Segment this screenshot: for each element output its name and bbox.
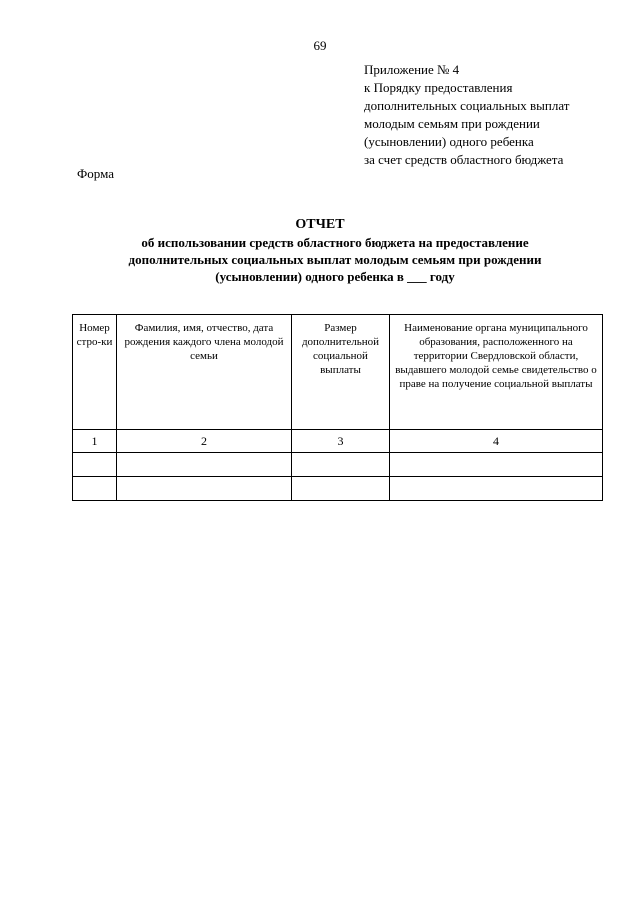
appendix-line: Приложение № 4 — [364, 62, 460, 77]
report-title: ОТЧЕТ — [295, 217, 345, 232]
table-row-column-numbers — [73, 430, 603, 453]
table-cell — [73, 453, 117, 477]
table-cell — [390, 453, 603, 477]
form-label: Форма — [77, 166, 114, 181]
table-cell — [117, 477, 292, 501]
column-number-cell: 2 — [117, 430, 292, 453]
table-cell — [292, 477, 390, 501]
header-issuing-authority: Наименование органа муниципального образования, расположенного на территории Свердловской области, выдавшего молодой семье свидетельство о праве на получение социальной выплаты — [390, 315, 603, 430]
report-subtitle — [90, 234, 580, 285]
table-row — [73, 453, 603, 477]
report-subtitle-line: дополнительных социальных выплат молодым семьям при рождении — [128, 252, 542, 267]
report-subtitle-line: (усыновлении) одного ребенка в ___ году — [215, 269, 455, 284]
header-payment-amount: Размер дополнительной социальной выплаты — [292, 315, 390, 430]
table-header-row — [73, 315, 603, 430]
column-number-cell: 1 — [73, 430, 117, 453]
table-row — [73, 477, 603, 501]
appendix-line: молодым семьям при рождении — [364, 116, 540, 131]
table-cell — [390, 477, 603, 501]
report-subtitle-line: об использовании средств областного бюджета на предоставление — [141, 235, 529, 250]
page-number: 69 — [313, 38, 327, 53]
appendix-line: дополнительных социальных выплат — [364, 98, 570, 113]
appendix-line: за счет средств областного бюджета — [364, 152, 564, 167]
column-number-cell: 4 — [390, 430, 603, 453]
table-cell — [73, 477, 117, 501]
appendix-line: (усыновлении) одного ребенка — [364, 134, 534, 149]
appendix-header — [364, 61, 569, 169]
table-cell — [117, 453, 292, 477]
appendix-line: к Порядку предоставления — [364, 80, 513, 95]
column-number-cell: 3 — [292, 430, 390, 453]
header-row-number: Номер стро-ки — [73, 315, 117, 430]
table-cell — [292, 453, 390, 477]
report-table — [72, 314, 603, 501]
header-full-name: Фамилия, имя, отчество, дата рождения каждого члена молодой семьи — [117, 315, 292, 430]
